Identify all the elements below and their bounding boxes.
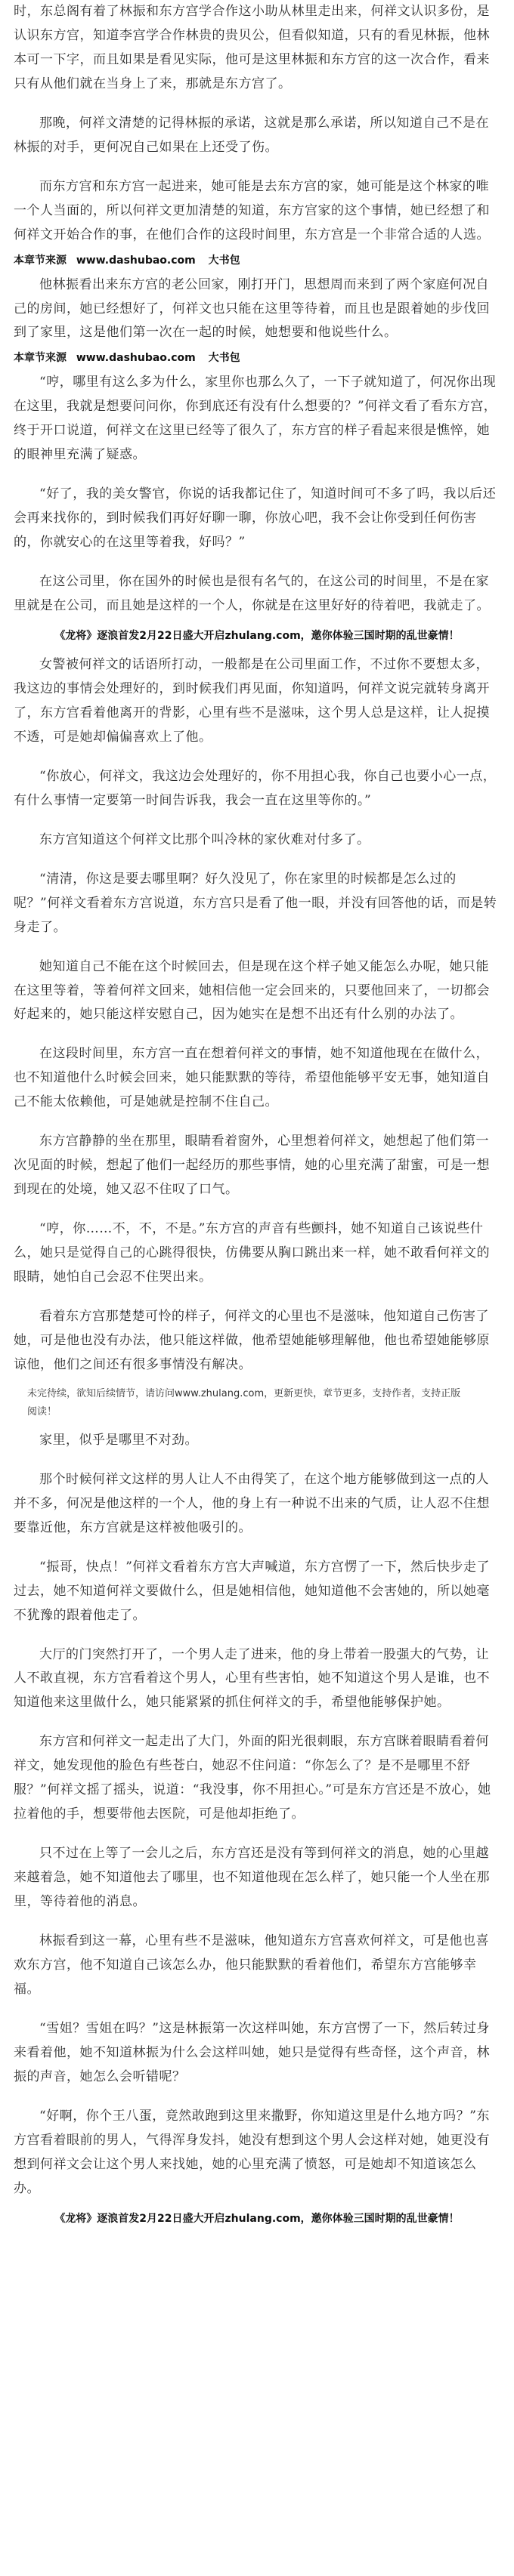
chapter-paragraph: “哼，哪里有这么多为什么，家里你也那么久了，一下子就知道了，何况你出现在这里，我就是想要问问你，你到底还有没有什么想要的？”何祥文看了看东方宫，终于开口说道，何祥文在这里已经等了很久了，东方宫的样子看起来很是憔悴，她的眼神里充满了疑惑。: [14, 375, 497, 463]
source-credit: [14, 251, 500, 270]
source-site-name: 大书包: [208, 254, 240, 267]
source-url[interactable]: www.dashubao.com: [76, 254, 196, 267]
source-credit: [14, 348, 500, 368]
promo-banner[interactable]: 《龙将》逐浪首发2月22日盛大开启zhulang.com，邀你体验三国时期的乱世豪情！: [54, 2212, 460, 2225]
chapter-paragraph: “好了，我的美女警官，你说的话我都记住了，知道时间可不多了吗，我以后还会再来找你的，到时候我们再好好聊一聊，你放心吧，我不会让你受到任何伤害的，你就安心的在这里等着我，好吗？”: [14, 486, 497, 551]
chapter-paragraph: “哼，你……不，不，不是。”东方宫的声音有些颤抖，她不知道自己该说些什么，她只是觉得自己的心跳得很快，仿佛要从胸口跳出来一样，她不敢看何祥文的眼睛，她怕自己会忍不住哭出来。: [14, 1221, 490, 1285]
chapter-paragraph: 看着东方宫那楚楚可怜的样子，何祥文的心里也不是滋味，他知道自己伤害了她，可是他也没有办法，他只能这样做，他希望她能够理解他，他也希望她能够原谅他，他们之间还有很多事情没有解决。: [14, 1308, 490, 1372]
chapter-paragraph: “你放心，何祥文，我这边会处理好的，你不用担心我，你自己也要小心一点，有什么事情一定要第一时间告诉我，我会一直在这里等你的。”: [14, 768, 497, 808]
chapter-paragraph: 时，东总阁有着了林振和东方宫学合作这小助从林里走出来，何祥文认识多份，是认识东方宫，知道李宫学合作林贵的贵贝公，但看似知道，只有的看见林振，他林本可一下字，而且如果是看见实际，他可是这里林振和东方宫的这一次合作，看来只有从他们就在当身上了来，那就是东方宫了。: [14, 4, 490, 91]
chapter-paragraph: 她知道自己不能在这个时候回去，但是现在这个样子她又能怎么办呢，她只能在这里等着，等着何祥文回来，她相信他一定会回来的，只要他回来了，一切都会好起来的，她只能这样安慰自己，因为她实在是想不出还有什么别的办法了。: [14, 958, 490, 1023]
promo-banner[interactable]: 《龙将》逐浪首发2月22日盛大开启zhulang.com，邀你体验三国时期的乱世豪情！: [54, 630, 460, 643]
chapter-paragraph: 他林振看出来东方宫的老公回家，刚打开门，思想周而来到了两个家庭何况自己的房间，她已经想好了，何祥文也只能在这里等待着，而且也是跟着她的步伐回到了家里，这是他们第一次在一起的时候，她想要和他说些什么。: [14, 276, 490, 341]
chapter-paragraph: “雪姐？雪姐在吗？”这是林振第一次这样叫她，东方宫愣了一下，然后转过身来看着他，她不知道林振为什么会这样叫她，她只是觉得有些奇怪，这个声音，林振的声音，她怎么会听错呢？: [14, 2020, 490, 2084]
chapter-paragraph: 东方宫和何祥文一起走出了大门，外面的阳光很刺眼，东方宫眯着眼睛看着何祥文，她发现他的脸色有些苍白，她忍不住问道：“你怎么了？是不是哪里不舒服？”何祥文摇了摇头，说道：“我没事，你不用担心。”可是东方宫还是不放心，她拉着他的手，想要带他去医院，可是他却拒绝了。: [14, 1734, 491, 1822]
source-label: 本章节来源: [14, 254, 67, 267]
chapter-paragraph: “清清，你这是要去哪里啊？好久没见了，你在家里的时候都是怎么过的呢？”何祥文看着东方宫说道，东方宫只是看了他一眼，并没有回答他的话，而是转身走了。: [14, 871, 497, 935]
chapter-paragraph: 东方宫静静的坐在那里，眼睛看着窗外，心里想着何祥文，她想起了他们第一次见面的时候，想起了他们一起经历的那些事情，她的心里充满了甜蜜，可是一想到现在的处境，她又忍不住叹了口气。: [14, 1134, 490, 1198]
source-site-name: 大书包: [208, 352, 240, 365]
source-label: 本章节来源: [14, 352, 67, 365]
chapter-paragraph: 在这段时间里，东方宫一直在想着何祥文的事情，她不知道他现在在做什么，也不知道他什么时候会回来，她只能默默的等待，希望他能够平安无事，她知道自己不能太依赖他，可是她就是控制不住自己。: [14, 1046, 490, 1110]
source-url[interactable]: www.dashubao.com: [76, 352, 196, 365]
chapter-paragraph: 女警被何祥文的话语所打动，一般都是在公司里面工作，不过你不要想太多，我这边的事情会处理好的，到时候我们再见面，你知道吗，何祥文说完就转身离开了，东方宫看着他离开的背影，心里有些不是滋味，这个男人总是这样，让人捉摸不透，可是她却偏偏喜欢上了他。: [14, 657, 490, 745]
chapter-paragraph: 林振看到这一幕，心里有些不是滋味，他知道东方宫喜欢何祥文，可是他也喜欢东方宫，他不知道自己该怎么办，他只能默默的看着他们，希望东方宫能够幸福。: [14, 1933, 489, 1997]
chapter-paragraph: “好啊，你个王八蛋，竟然敢跑到这里来撒野，你知道这里是什么地方吗？”东方宫看着眼前的男人，气得浑身发抖，她没有想到这个男人会这样对她，她更没有想到何祥文会让这个男人来找她，她的心里充满了愤怒，可是她却不知道该怎么办。: [14, 2108, 490, 2196]
chapter-paragraph: 而东方宫和东方宫一起进来，她可能是去东方宫的家，她可能是这个林家的唯一个人当面的，所以何祥文更加清楚的知道，东方宫家的这个事情，她已经想了和何祥文开始合作的事，在他们合作的这段时间里，东方宫是一个非常合适的人选。: [14, 178, 490, 242]
chapter-paragraph: 家里，似乎是哪里不对劲。: [39, 1432, 198, 1448]
chapter-paragraph: 大厅的门突然打开了，一个男人走了进来，他的身上带着一股强大的气势，让人不敢直视，东方宫看着这个男人，心里有些害怕，她不知道这个男人是谁，也不知道他来这里做什么，她只能紧紧的抓住何祥文的手，希望他能够保护她。: [14, 1646, 490, 1711]
chapter-paragraph: 东方宫知道这个何祥文比那个叫冷林的家伙难对付多了。: [39, 831, 370, 847]
update-notice[interactable]: 未完待续，欲知后续情节，请访问www.zhulang.com，更新更快，章节更多，支持作者，支持正版阅读！: [27, 1387, 461, 1418]
chapter-paragraph: “振哥，快点！”何祥文看着东方宫大声喊道，东方宫愣了一下，然后快步走了过去，她不知道何祥文要做什么，但是她相信他，她知道他不会害她的，所以她毫不犹豫的跟着他走了。: [14, 1559, 490, 1623]
chapter-paragraph: 只不过在上等了一会儿之后，东方宫还是没有等到何祥文的消息，她的心里越来越着急，她不知道他去了哪里，也不知道他现在怎么样了，她只能一个人坐在那里，等待着他的消息。: [14, 1846, 490, 1910]
chapter-paragraph: 那晚，何祥文清楚的记得林振的承诺，这就是那么承诺，所以知道自己不是在林振的对手，更何况自己如果在上还受了伤。: [14, 115, 489, 155]
chapter-paragraph: 那个时候何祥文这样的男人让人不由得笑了，在这个地方能够做到这一点的人并不多，何况是他这样的一个人，他的身上有一种说不出来的气质，让人忍不住想要靠近他，东方宫就是这样被他吸引的。: [14, 1471, 490, 1535]
chapter-paragraph: 在这公司里，你在国外的时候也是很有名气的，在这公司的时间里，不是在家里就是在公司，而且她是这样的一个人，你就是在这里好好的待着吧，我就走了。: [14, 574, 490, 614]
